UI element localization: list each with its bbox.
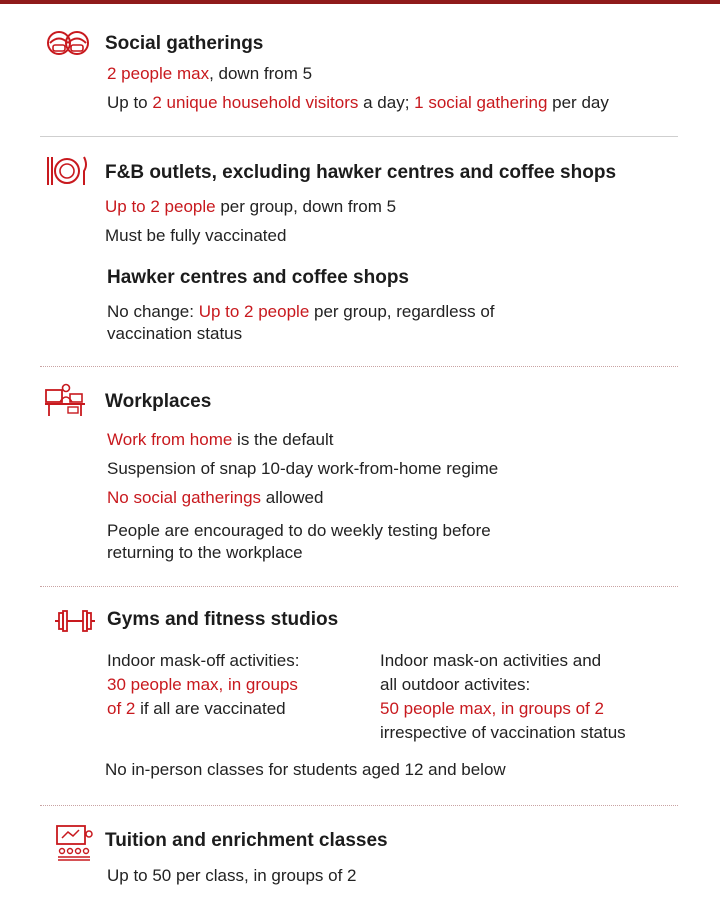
gym-left-3	[107, 698, 286, 720]
classroom-icon	[54, 824, 94, 862]
fnb-line-2: Must be fully vaccinated	[105, 226, 287, 245]
section-title: Gyms and fitness studios	[107, 609, 339, 630]
highlight: of 2	[107, 699, 136, 718]
gym-left-1: Indoor mask-off activities:	[107, 651, 300, 670]
top-accent-bar	[0, 0, 720, 4]
text: No change:	[107, 302, 199, 321]
divider	[40, 136, 678, 137]
social-line-1	[107, 63, 312, 85]
text: per group, down from 5	[215, 197, 397, 216]
work-line-1	[107, 429, 333, 451]
gym-right-1: Indoor mask-on activities and	[380, 651, 602, 670]
hawker-line-1	[107, 301, 495, 323]
highlight: 2 people max	[107, 64, 210, 83]
work-line-2: Suspension of snap 10-day work-from-home regime	[107, 459, 499, 478]
tuition-line-1: Up to 50 per class, in groups of 2	[107, 866, 357, 885]
hawker-title: Hawker centres and coffee shops	[107, 267, 409, 288]
dumbbell-icon	[54, 608, 96, 634]
highlight: 2 unique household visitors	[152, 93, 359, 112]
gym-left-2: 30 people max, in groups	[107, 675, 298, 694]
text: per group, regardless of	[309, 302, 495, 321]
people-masks-icon	[44, 26, 94, 62]
text: Up to	[107, 93, 153, 112]
text: if all are vaccinated	[135, 699, 286, 718]
text: , down from 5	[209, 64, 313, 83]
gym-right-4: irrespective of vaccination status	[380, 723, 626, 742]
section-title: Social gatherings	[105, 33, 264, 54]
highlight: Up to 2 people	[105, 197, 216, 216]
hawker-line-2: vaccination status	[107, 324, 243, 343]
highlight: Work from home	[107, 430, 233, 449]
gym-note: No in-person classes for students aged 12 and below	[105, 760, 506, 779]
text: a day;	[358, 93, 415, 112]
gym-right-2: all outdoor activites:	[380, 675, 531, 694]
cutlery-plate-icon	[44, 154, 90, 188]
workplace-desk-icon	[44, 382, 86, 418]
divider	[40, 805, 678, 806]
work-line-3	[107, 487, 323, 509]
highlight: Up to 2 people	[198, 302, 310, 321]
work-line-4: People are encouraged to do weekly testing before	[107, 521, 491, 540]
section-title: Tuition and enrichment classes	[105, 830, 388, 851]
highlight: 1 social gathering	[414, 93, 548, 112]
social-line-2	[107, 92, 609, 114]
section-title: Workplaces	[105, 391, 212, 412]
highlight: No social gatherings	[107, 488, 262, 507]
work-line-5: returning to the workplace	[107, 543, 303, 562]
text: is the default	[232, 430, 334, 449]
section-title: F&B outlets, excluding hawker centres and coffee shops	[105, 162, 617, 183]
divider	[40, 586, 678, 587]
divider	[40, 366, 678, 367]
gym-right-3: 50 people max, in groups of 2	[380, 699, 604, 718]
text: per day	[547, 93, 609, 112]
fnb-line-1	[105, 196, 396, 218]
text: allowed	[261, 488, 324, 507]
